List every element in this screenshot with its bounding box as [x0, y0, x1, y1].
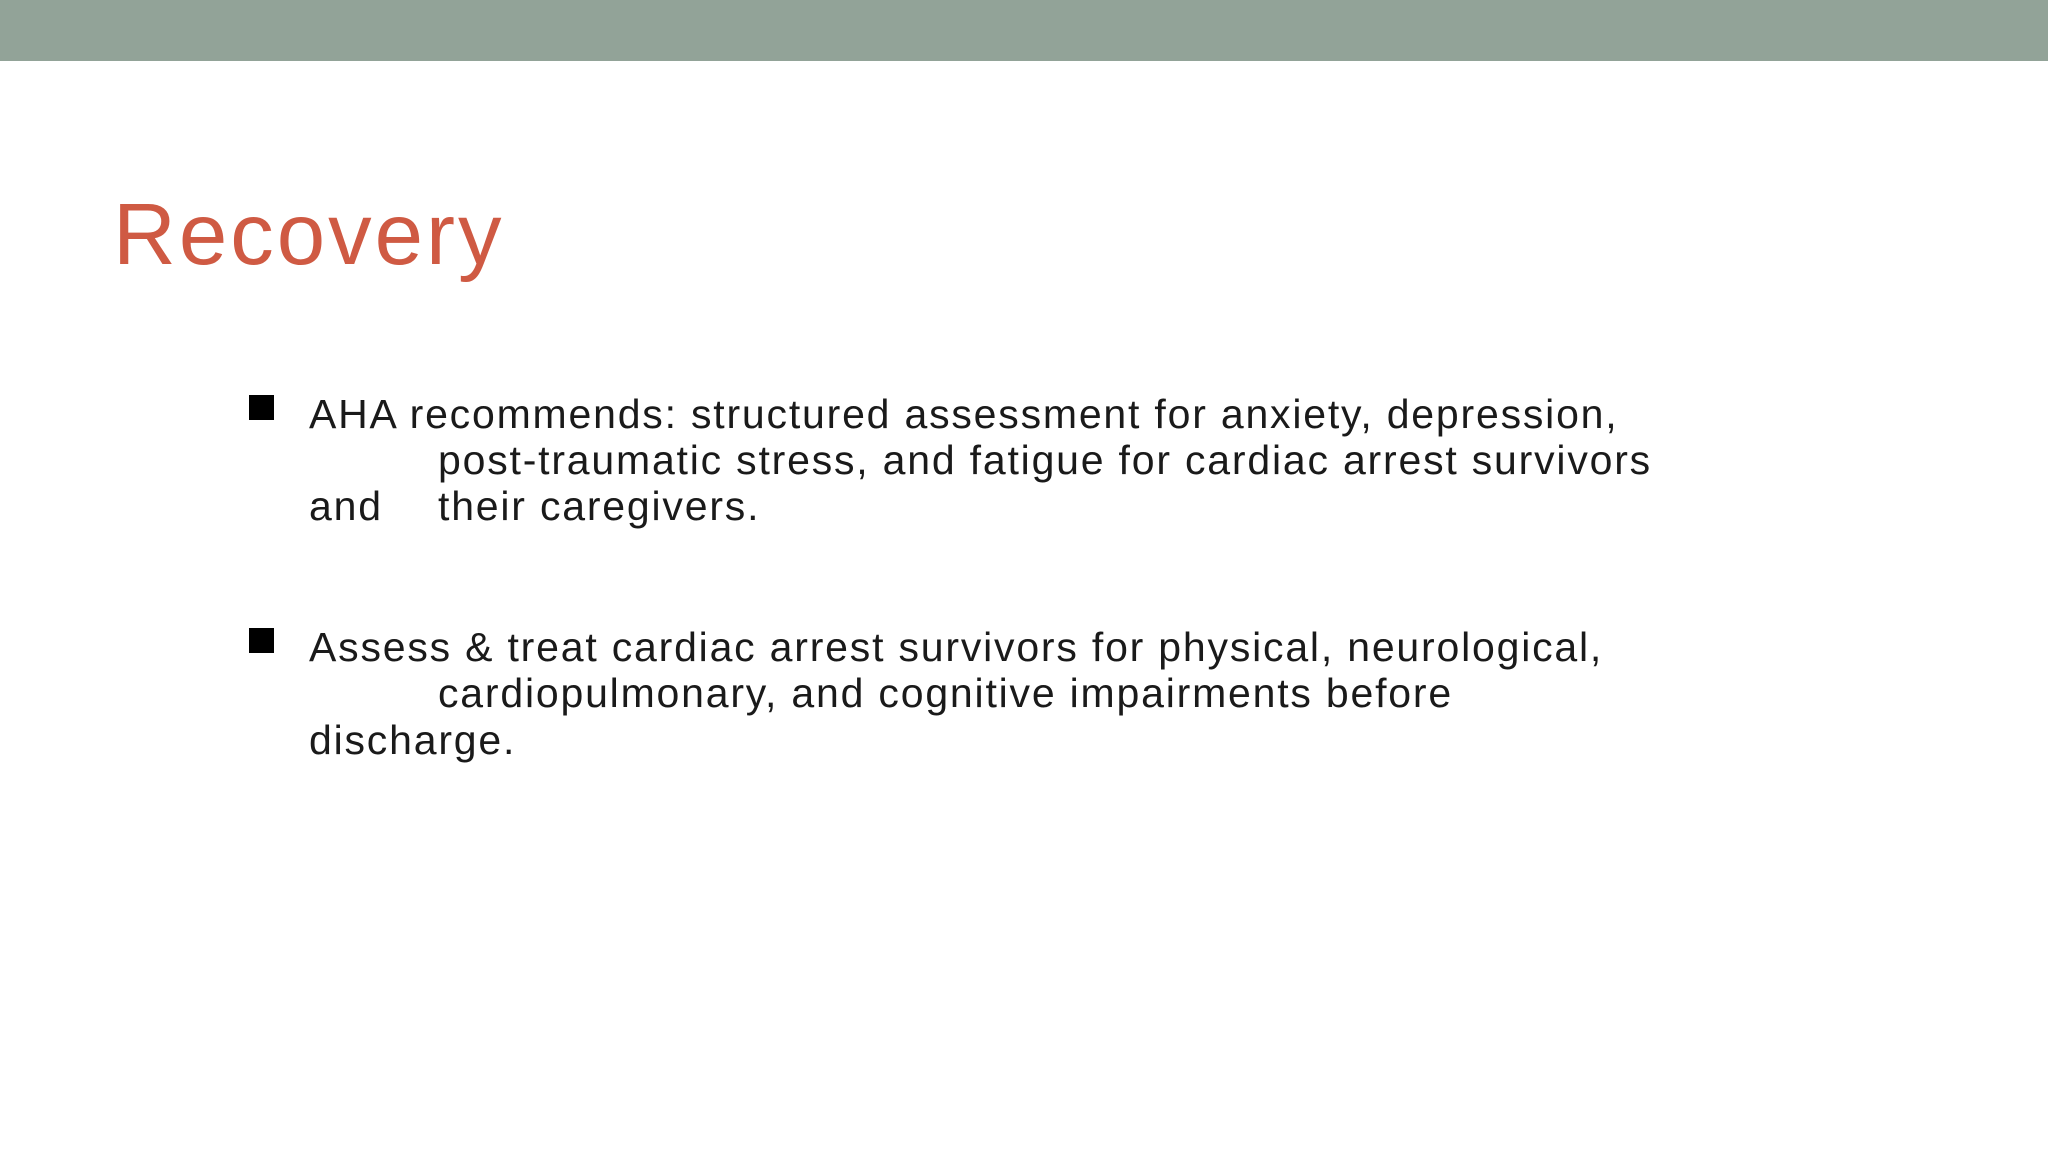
- bullet-line: their caregivers.: [438, 483, 761, 529]
- bullet-line: and: [309, 483, 383, 529]
- bullet-line: discharge.: [309, 717, 517, 763]
- bullet-line: cardiopulmonary, and cognitive impairments before: [438, 670, 1453, 716]
- square-bullet-icon: [249, 395, 274, 420]
- bullet-line: Assess & treat cardiac arrest survivors for physical, neurological,: [309, 624, 1604, 670]
- square-bullet-icon: [249, 628, 274, 653]
- bullet-line: AHA recommends: structured assessment for anxiety, depression,: [309, 391, 1619, 437]
- slide-title: Recovery: [113, 186, 505, 283]
- bullet-line: post-traumatic stress, and fatigue for cardiac arrest survivors: [438, 437, 1652, 483]
- top-accent-band: [0, 0, 2048, 61]
